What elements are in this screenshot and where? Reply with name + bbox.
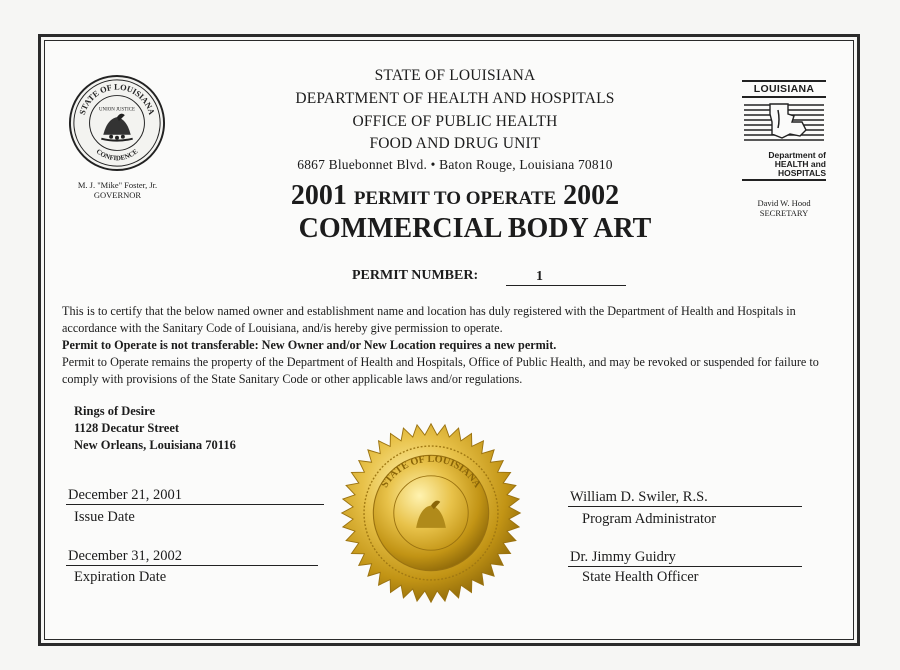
header-address: 6867 Bluebonnet Blvd. • Baton Rouge, Louisiana 70810 [297, 157, 613, 172]
governor-block [50, 180, 185, 200]
logo-line-2: HEALTH and [774, 159, 826, 169]
secretary-block [728, 198, 840, 218]
establishment-city: New Orleans, Louisiana 70116 [74, 438, 236, 452]
secretary-title: SECRETARY [759, 208, 809, 218]
seal-top-text: STATE OF LOUISIANA [77, 82, 157, 116]
header-unit: FOOD AND DRUG UNIT [369, 135, 541, 152]
governor-title: GOVERNOR [93, 190, 142, 200]
gold-seal-text: STATE OF LOUISIANA [379, 453, 483, 490]
secretary-name: David W. Hood [757, 198, 811, 208]
property-notice: Permit to Operate remains the property of the Department of Health and Hospitals, Office of Public Health, and may be revoked or suspended for failure to comply with provisions of the State Sanitary Code or other applicable laws and/or regulations. [62, 355, 819, 386]
state-seal-icon [68, 74, 166, 172]
permit-subtitle: COMMERCIAL BODY ART [298, 213, 652, 244]
seal-motto: UNION JUSTICE [99, 107, 135, 113]
title-year-start: 2001 [290, 180, 347, 211]
permit-number-value: 1 [506, 268, 626, 286]
seal-bottom-text: CONFIDENCE [94, 148, 140, 163]
issue-date-value: December 21, 2001 [66, 486, 324, 505]
louisiana-map-icon [742, 100, 826, 146]
establishment-name: Rings of Desire [74, 404, 156, 418]
expiration-date-value: December 31, 2002 [66, 547, 318, 566]
gold-foil-seal-icon [338, 420, 524, 606]
title-year-end: 2002 [563, 180, 620, 211]
dhh-logo-icon [742, 80, 826, 181]
admin-title: Program Administrator [582, 511, 717, 527]
transfer-notice: Permit to Operate is not transferable: New Owner and/or New Location requires a new permit. [62, 338, 557, 352]
logo-line-1: Department of [768, 150, 826, 160]
expiration-date-label: Expiration Date [74, 569, 167, 585]
establishment-block [74, 403, 236, 454]
logo-line-3: HOSPITALS [777, 168, 826, 178]
admin-name: William D. Swiler, R.S. [568, 488, 802, 507]
certify-paragraph: This is to certify that the below named owner and establishment name and location has duly registered with the Department of Health and Hospitals in accordance with the Sanitary Code of Louisiana, and/is hereby give permission to operate. [62, 304, 796, 335]
title-permit-text: PERMIT TO OPERATE [353, 188, 557, 209]
permit-title [240, 180, 670, 212]
header-office: OFFICE OF PUBLIC HEALTH [352, 113, 558, 130]
health-officer-name: Dr. Jimmy Guidry [568, 548, 802, 567]
certification-text [62, 303, 842, 388]
header-state: STATE OF LOUISIANA [374, 67, 536, 84]
logo-top-text: LOUISIANA [742, 80, 826, 98]
governor-name: M. J. "Mike" Foster, Jr. [77, 180, 158, 190]
logo-bottom-text [742, 151, 826, 181]
health-officer-title: State Health Officer [582, 569, 699, 585]
header-department: DEPARTMENT OF HEALTH AND HOSPITALS [295, 90, 615, 107]
issue-date-label: Issue Date [74, 509, 135, 525]
establishment-street: 1128 Decatur Street [74, 421, 180, 435]
permit-number-label: PERMIT NUMBER: [352, 268, 479, 283]
